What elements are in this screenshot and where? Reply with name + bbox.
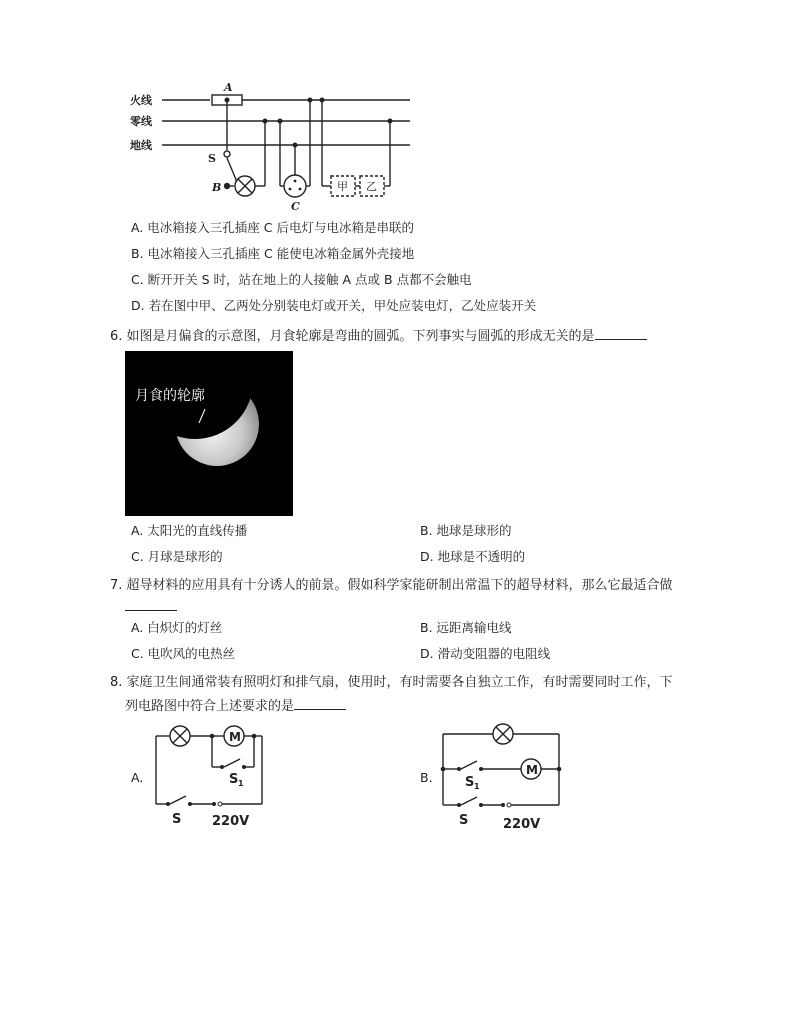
switch-s1-sub: 1 bbox=[238, 779, 244, 788]
answer-blank bbox=[595, 327, 647, 340]
q7-option-d: D. 滑动变阻器的电阻线 bbox=[420, 646, 551, 661]
point-b-label: B bbox=[212, 181, 222, 194]
point-a-label: A bbox=[224, 81, 233, 94]
switch-s1-label: S bbox=[465, 775, 475, 790]
lunar-eclipse-photo bbox=[125, 351, 293, 516]
q6-option-a: A. 太阳光的直线传播 bbox=[131, 523, 248, 538]
q7-stem: 7. 超导材料的应用具有十分诱人的前景。假如科学家能研制出常温下的超导材料，那么它最适合做 bbox=[110, 578, 673, 593]
answer-blank bbox=[294, 697, 346, 710]
q7-option-a: A. 白炽灯的灯丝 bbox=[131, 620, 223, 635]
circuit-b-label: B. bbox=[420, 770, 433, 785]
switch-s1-label: S bbox=[229, 772, 239, 787]
q6-option-b: B. 地球是球形的 bbox=[420, 523, 512, 538]
q6-option-c: C. 月球是球形的 bbox=[131, 549, 223, 564]
q8-stem-line2: 列电路图中符合上述要求的是 bbox=[125, 697, 346, 715]
household-circuit-diagram bbox=[128, 78, 418, 213]
circuit-a-label: A. bbox=[131, 770, 144, 785]
voltage-label: 220V bbox=[503, 817, 541, 832]
q6-option-d: D. 地球是不透明的 bbox=[420, 549, 526, 564]
q7-option-c: C. 电吹风的电热丝 bbox=[131, 646, 236, 661]
fire-line-label: 火线 bbox=[130, 94, 152, 107]
neutral-line-label: 零线 bbox=[130, 115, 152, 128]
motor-label: M bbox=[526, 763, 538, 777]
q5-option-a: A. 电冰箱接入三孔插座 C 后电灯与电冰箱是串联的 bbox=[131, 220, 414, 235]
switch-s1-sub: 1 bbox=[474, 782, 480, 791]
photo-label: 月食的轮廓 bbox=[135, 388, 205, 404]
three-hole-socket bbox=[284, 175, 306, 197]
q6-stem: 6. 如图是月偏食的示意图，月食轮廓是弯曲的圆弧。下列事实与圆弧的形成无关的是 bbox=[110, 327, 647, 345]
circuit-b-diagram bbox=[437, 720, 567, 832]
box-jia-label: 甲 bbox=[337, 180, 348, 193]
circuit-a-diagram bbox=[150, 722, 275, 832]
q5-option-b: B. 电冰箱接入三孔插座 C 能使电冰箱金属外壳接地 bbox=[131, 246, 415, 261]
motor-label: M bbox=[229, 730, 241, 744]
switch-s-label: S bbox=[208, 152, 216, 165]
q5-option-d: D. 若在图中甲、乙两处分别装电灯或开关，甲处应装电灯，乙处应装开关 bbox=[131, 298, 537, 313]
box-yi-label: 乙 bbox=[366, 180, 377, 193]
socket-c-label: C bbox=[291, 200, 300, 213]
ground-line-label: 地线 bbox=[130, 139, 152, 152]
q8-stem-line1: 8. 家庭卫生间通常装有照明灯和排气扇，使用时，有时需要各自独立工作，有时需要同时工作，下 bbox=[110, 675, 673, 690]
q7-option-b: B. 远距离输电线 bbox=[420, 620, 512, 635]
voltage-label: 220V bbox=[212, 814, 250, 829]
switch-s-label: S bbox=[172, 812, 182, 827]
switch-s-label: S bbox=[459, 813, 469, 828]
q5-option-c: C. 断开开关 S 时，站在地上的人接触 A 点或 B 点都不会触电 bbox=[131, 272, 472, 287]
answer-blank bbox=[125, 610, 177, 611]
